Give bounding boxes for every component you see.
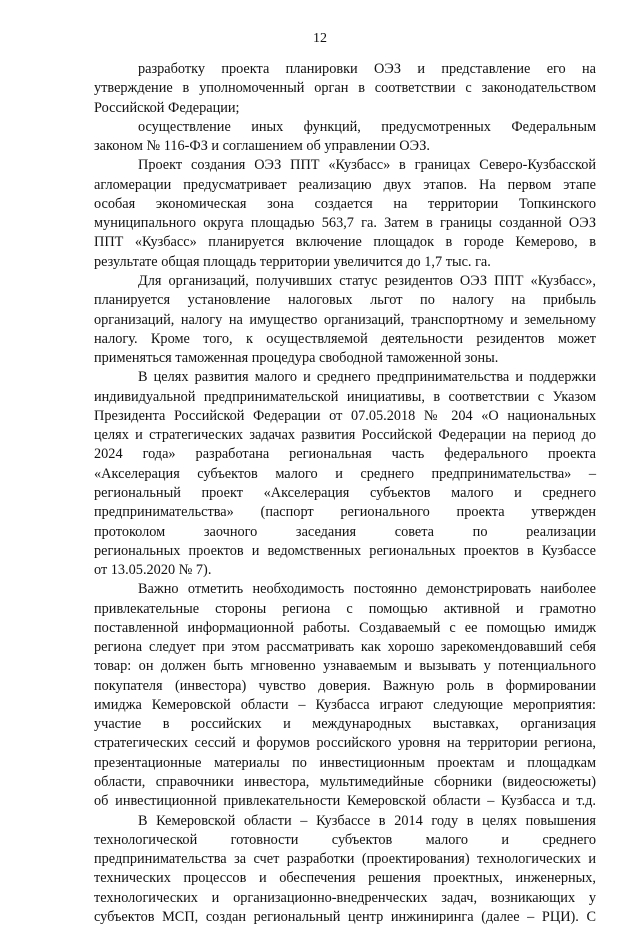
text-line: ППТ «Кузбасс» планируется включение площадок в городе Кемерово, в — [94, 234, 596, 251]
text-line: 2024 года» разработана региональная часть федерального проекта — [94, 446, 596, 463]
text-line: особая экономическая зона создается на территории Топкинского — [94, 195, 596, 212]
text-line: утверждение в уполномоченный орган в соответствии с законодательством — [94, 80, 596, 97]
text-line: технологических и организационно-внедренческих задач, возникающих у — [94, 889, 596, 906]
text-line: технических процессов и обеспечения решения проектных, инженерных, — [94, 870, 596, 887]
text-line: разработку проекта планировки ОЭЗ и представление его на — [138, 61, 596, 77]
text-line: планируется установление налоговых льгот по налогу на прибыль — [94, 292, 596, 309]
text-line: имиджа Кемеровской области – Кузбасса играют следующие мероприятия: — [94, 696, 596, 713]
text-line: В целях развития малого и среднего предпринимательства и поддержки — [138, 369, 596, 386]
text-line: презентационные материалы по инвестиционным проектам и площадкам — [94, 754, 596, 771]
text-line: региона следует при этом рассматривать как хорошо зарекомендовавший себя — [94, 639, 596, 656]
text-line: покупателя (инвестора) чувство доверия. Важную роль в формировании — [94, 677, 596, 694]
text-line: субъектов МСП, создан региональный центр инжиниринга (далее – РЦИ). С — [94, 908, 596, 925]
text-line: «Акселерация субъектов малого и среднего предпринимательства» – — [94, 465, 596, 482]
text-line: региональный проект «Акселерация субъектов малого и среднего — [94, 484, 596, 501]
text-line: применяться таможенная процедура свободной таможенной зоны. — [94, 350, 499, 367]
text-line: Важно отметить необходимость постоянно демонстрировать наиболее — [138, 581, 596, 598]
text-line: от 13.05.2020 № 7). — [94, 562, 212, 578]
text-line: предпринимательства» (паспорт регионального проекта утвержден — [94, 504, 596, 521]
text-line: агломерации предусматривает реализацию двух этапов. На первом этапе — [94, 176, 596, 193]
text-line: В Кемеровской области – Кузбассе в 2014 году в целях повышения — [138, 812, 596, 829]
text-line: Для организаций, получивших статус резидентов ОЭЗ ППТ «Кузбасс», — [138, 273, 596, 289]
text-line: региональных проектов и ведомственных региональных проектов в Кузбассе — [94, 542, 596, 559]
text-line: технологической готовности субъектов малого и среднего — [94, 831, 596, 848]
text-line: организаций, налогу на имущество организаций, транспортному и земельному — [94, 311, 596, 328]
text-line: об инвестиционной привлекательности Кемеровской области – Кузбасса и т.д. — [94, 793, 596, 810]
text-line: предпринимательства за счет разработки (проектирования) технологических и — [94, 851, 596, 868]
text-line: Президента Российской Федерации от 07.05.2018 № 204 «О национальных — [94, 407, 596, 424]
text-line: результате общая площадь территории увеличится до 1,7 тыс. га. — [94, 253, 491, 270]
text-line: области, справочники инвестора, мультимедийные сборники (видеосюжеты) — [94, 774, 596, 790]
text-line: Проект создания ОЭЗ ППТ «Кузбасс» в границах Северо-Кузбасской — [138, 157, 596, 174]
text-line: муниципального округа площадью 563,7 га. Затем в границы созданной ОЭЗ — [94, 215, 596, 232]
text-line: участие в российских и международных выставках, организация — [94, 716, 596, 733]
text-line: товар: он должен быть мгновенно узнаваемым и вызывать у потенциального — [94, 658, 596, 675]
text-line: налогу. Кроме того, к осуществляемой деятельности резидентов может — [94, 330, 596, 347]
text-line: Российской Федерации; — [94, 99, 240, 116]
text-line: осуществление иных функций, предусмотренных Федеральным — [138, 118, 596, 135]
text-line: стратегических сессий и форумов российского уровня на территории региона, — [94, 735, 596, 752]
text-line: поставленной информационной работы. Создаваемый с ее помощью имидж — [94, 619, 596, 636]
text-line: целях и стратегических задачах развития Российской Федерации на период до — [94, 427, 596, 444]
page-number: 12 — [313, 31, 327, 46]
text-line: законом № 116-ФЗ и соглашением об управлении ОЭЗ. — [94, 138, 430, 155]
text-line: индивидуальной предпринимательской инициативы, в соответствии с Указом — [94, 388, 596, 405]
text-line: протоколом заочного заседания совета по реализации — [94, 523, 596, 540]
text-line: привлекательные стороны региона с помощью активной и грамотно — [94, 600, 596, 617]
